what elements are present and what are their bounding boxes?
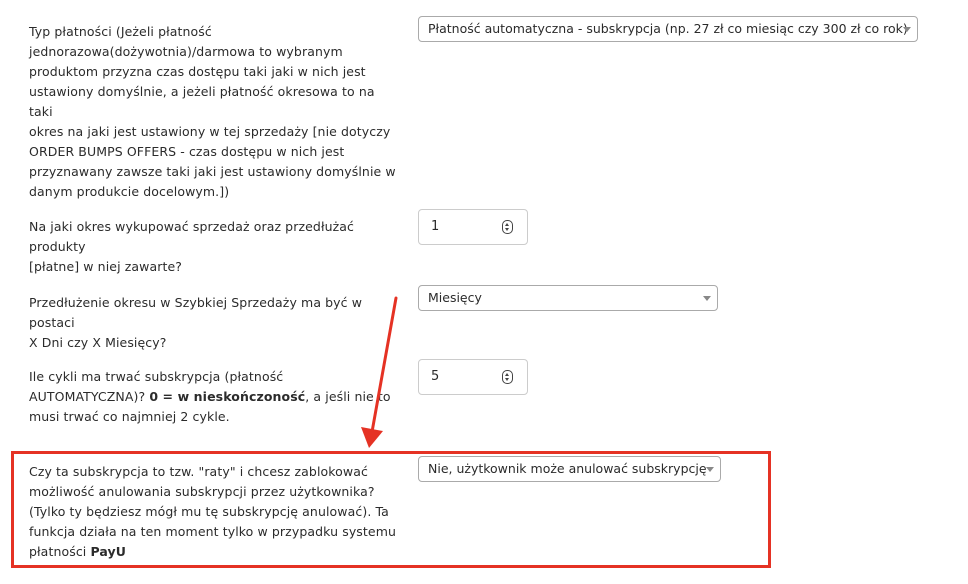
label-line: produktom przyzna czas dostępu taki jaki w nich jest	[29, 64, 366, 79]
label-text: płatności	[29, 544, 91, 559]
arrow-shaft	[372, 298, 396, 432]
label-line: przyznawany zawsze taki jaki jest ustawiony domyślnie w	[29, 164, 396, 179]
label-line: funkcja działa na ten moment tylko w przypadku systemu	[29, 524, 397, 539]
label-line: Przedłużenie okresu w Szybkiej Sprzedaży ma być w postaci	[29, 295, 363, 330]
label-line: Typ płatności (Jeżeli płatność	[29, 24, 212, 39]
label-line: ORDER BUMPS OFFERS - czas dostępu w nich jest	[29, 144, 345, 159]
select-value: Miesięcy	[428, 290, 482, 305]
number-value: 5	[431, 369, 440, 384]
label-line: (Tylko ty będziesz mógł mu tę subskrypcję anulować). Ta	[29, 504, 389, 519]
label-text: , a jeśli nie to	[305, 389, 391, 404]
label-line: Ile cykli ma trwać subskrypcja (płatność	[29, 369, 284, 384]
label-bold-text: 0 = w nieskończoność	[149, 389, 306, 404]
select-value: Nie, użytkownik może anulować subskrypcję	[428, 461, 707, 476]
label-bold-text: PayU	[90, 544, 127, 559]
arrow-head	[361, 427, 383, 448]
select-value: Płatność automatyczna - subskrypcja (np. 27 zł co miesiąc czy 300 zł co rok)	[428, 21, 908, 36]
label-line: danym produkcie docelowym.])	[29, 184, 230, 199]
label-line: Na jaki okres wykupować sprzedaż oraz przedłużać produkty	[29, 219, 355, 254]
number-value: 1	[431, 219, 440, 234]
label-line: możliwość anulowania subskrypcji przez użytkownika?	[29, 484, 375, 499]
label-line: ustawiony domyślnie, a jeżeli płatność okresowa to na taki	[29, 84, 375, 119]
label-line: musi trwać co najmniej 2 cykle.	[29, 409, 230, 424]
label-line: okres na jaki jest ustawiony w tej sprzedaży [nie dotyczy	[29, 124, 391, 139]
label-line: jednorazowa(dożywotnia)/darmowa to wybranym	[29, 44, 343, 59]
label-line: Czy ta subskrypcja to tzw. "raty" i chcesz zablokować	[29, 464, 368, 479]
label-line: [płatne] w niej zawarte?	[29, 259, 182, 274]
label-line: X Dni czy X Miesięcy?	[29, 335, 167, 350]
label-text: AUTOMATYCZNA)?	[29, 389, 150, 404]
